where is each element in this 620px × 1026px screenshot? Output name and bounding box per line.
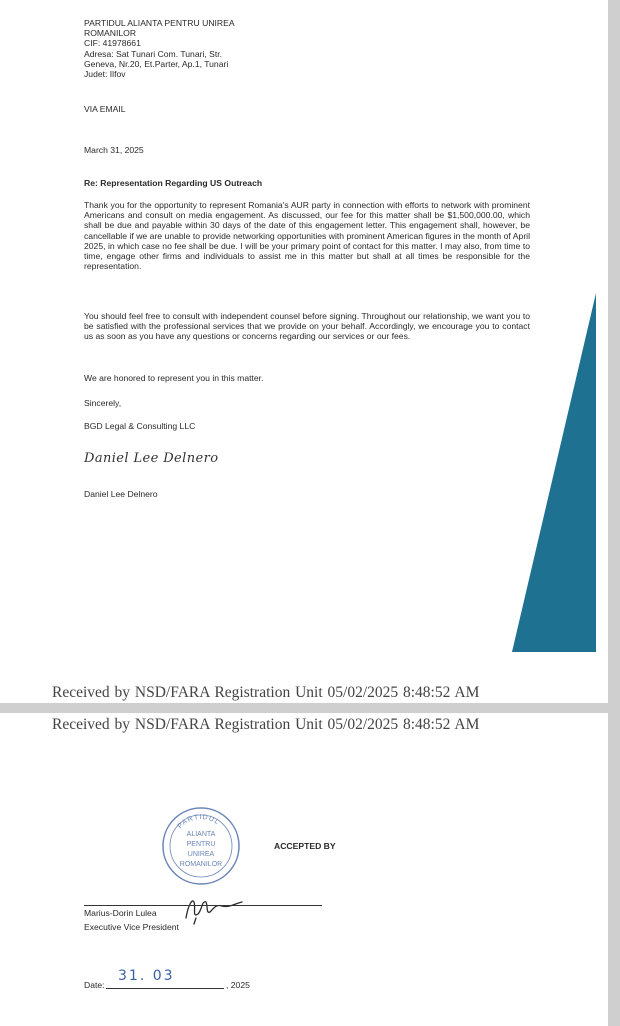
firm-name: BGD Legal & Consulting LLC bbox=[84, 421, 196, 431]
handwritten-signature: Daniel Lee Delnero bbox=[84, 451, 219, 466]
sender-line: Judet: Ilfov bbox=[84, 69, 126, 80]
sender-line: PARTIDUL ALIANTA PENTRU UNIREA bbox=[84, 18, 235, 28]
sender-line: CIF: 41978661 bbox=[84, 38, 141, 49]
scan-gutter bbox=[608, 0, 620, 1026]
letter-page-2 bbox=[0, 713, 608, 1026]
page-divider bbox=[0, 703, 620, 713]
body-paragraph: We are honored to represent you in this matter. bbox=[84, 373, 264, 383]
body-paragraph: You should feel free to consult with independent counsel before signing. Throughout our relationship, we want you to be satisfied with the professional services that we provide on your behalf. Accordingly, we encourage you to contact us as soon as you have any questions or concerns regarding our services or our fees. bbox=[84, 311, 530, 342]
seal-text: PENTRU bbox=[186, 841, 216, 848]
seal-text: ROMANILOR bbox=[179, 861, 223, 868]
accepted-by-label: ACCEPTED BY bbox=[274, 841, 336, 851]
subject-line: Re: Representation Regarding US Outreach bbox=[84, 178, 263, 188]
sender-address-block bbox=[84, 18, 314, 79]
sender-line: Geneva, Nr.20, Et.Parter, Ap.1, Tunari bbox=[84, 58, 229, 69]
signature-line bbox=[84, 905, 322, 906]
seal-text: ALIANTA bbox=[186, 831, 216, 838]
acceptor-name: Marius-Dorin Lulea bbox=[84, 908, 157, 918]
party-seal-stamp bbox=[160, 805, 242, 887]
body-paragraph: Thank you for the opportunity to represent Romania's AUR party in connection with efforts to network with prominent Americans and consult on media engagement. As discussed, our fee for this matter shall be $1,500,000.00, which shall be due and payable within 30 days of the date of this engagement letter. This engagement shall, however, be cancellable if we are unable to provide networking opportunities with prominent American figures in the month of April 2025, in which case no fee shall be due. I will be your primary point of contact for this matter. I may also, from time to time, engage other firms and individuals to assist me in this matter but shall at all times be responsible for the representation. bbox=[84, 200, 530, 272]
handwritten-date: 31. 03 bbox=[118, 968, 175, 984]
received-stamp: Received by NSD/FARA Registration Unit 05/02/2025 8:48:52 AM bbox=[52, 684, 480, 701]
letter-date: March 31, 2025 bbox=[84, 145, 144, 155]
received-stamp: Received by NSD/FARA Registration Unit 05/02/2025 8:48:52 AM bbox=[52, 716, 480, 733]
seal-text: UNIREA bbox=[187, 851, 215, 858]
handwritten-signature-scribble bbox=[178, 888, 248, 928]
acceptor-title: Executive Vice President bbox=[84, 922, 179, 932]
signer-name: Daniel Lee Delnero bbox=[84, 489, 158, 499]
delivery-method: VIA EMAIL bbox=[84, 104, 126, 114]
sender-line: Adresa: Sat Tunari Com. Tunari, Str. bbox=[84, 48, 223, 59]
svg-text:PARTIDUL bbox=[177, 814, 221, 830]
date-line bbox=[106, 988, 224, 989]
date-label: Date: bbox=[84, 980, 105, 990]
seal-ring-text: PARTIDUL bbox=[176, 813, 221, 831]
closing-salutation: Sincerely, bbox=[84, 398, 122, 408]
sender-line: ROMANILOR bbox=[84, 28, 137, 39]
date-year: , 2025 bbox=[226, 980, 250, 990]
